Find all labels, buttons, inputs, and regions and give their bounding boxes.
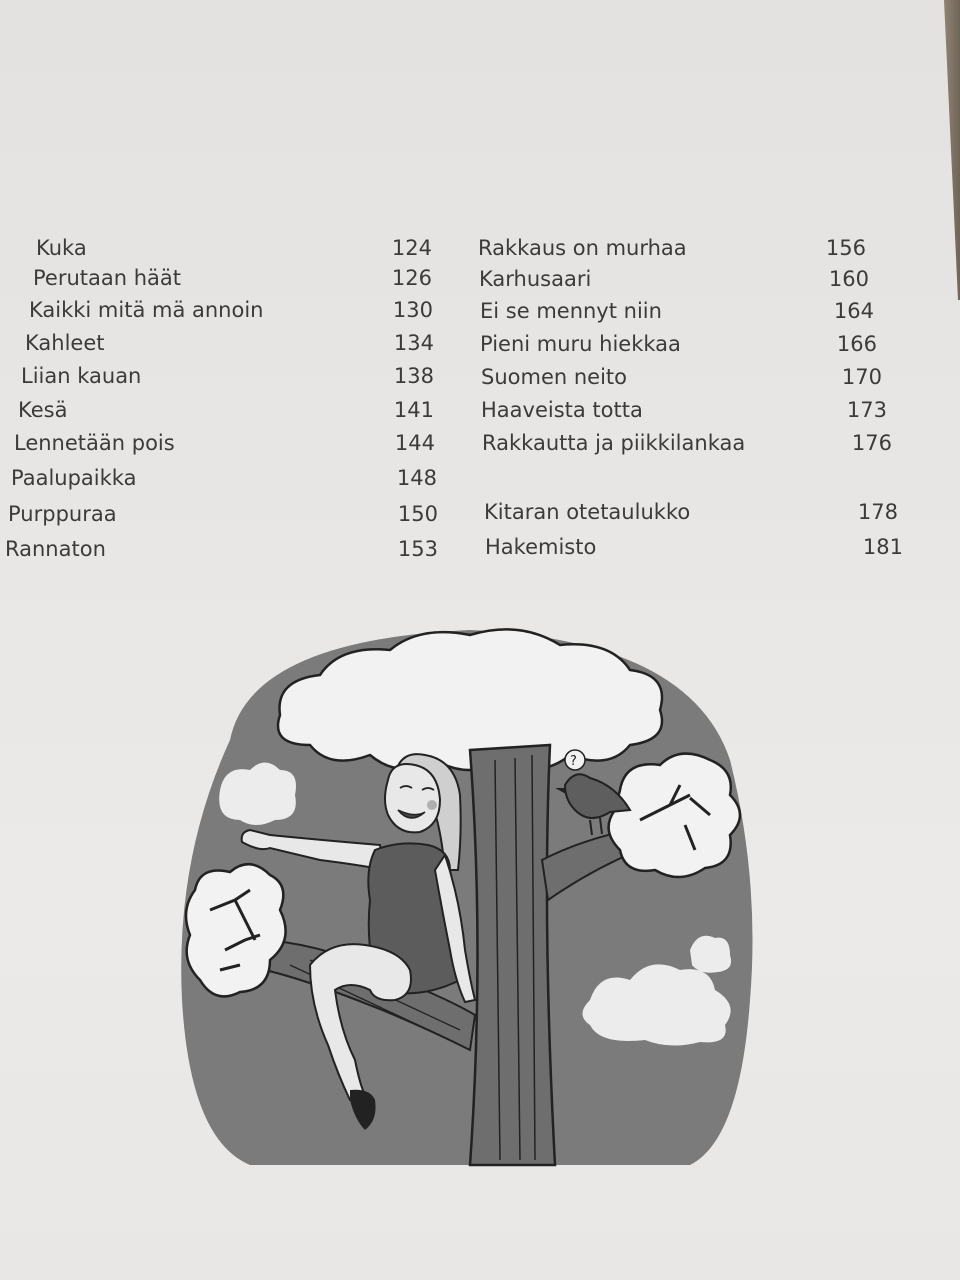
toc-entry-title: Kitaran otetaulukko xyxy=(484,500,691,524)
toc-entry xyxy=(480,332,890,364)
table-edge xyxy=(920,0,960,300)
toc-entry-title: Kesä xyxy=(18,398,68,422)
toc-entry-title: Liian kauan xyxy=(21,364,142,388)
toc-entry xyxy=(36,236,436,268)
toc-entry-page: 141 xyxy=(393,398,434,422)
toc-entry-title: Rakkaus on murhaa xyxy=(478,236,687,260)
toc-entry-page: 150 xyxy=(397,502,438,526)
toc-entry-title: Lennetään pois xyxy=(14,431,175,455)
toc-entry xyxy=(481,365,891,397)
toc-entry-page: 138 xyxy=(393,364,434,388)
toc-entry-title: Haaveista totta xyxy=(481,398,643,422)
toc-entry-title: Kahleet xyxy=(25,331,105,355)
toc-entry-page: 176 xyxy=(851,431,892,455)
toc-entry xyxy=(478,236,878,268)
cloud-right-bottom-small xyxy=(690,936,731,973)
tree-trunk xyxy=(470,745,555,1165)
toc-entry-title: Paalupaikka xyxy=(11,466,137,490)
toc-entry xyxy=(29,298,439,330)
toc-entry xyxy=(25,331,437,363)
toc-entry xyxy=(480,299,880,331)
toc-entry-title: Kaikki mitä mä annoin xyxy=(29,298,264,322)
toc-entry xyxy=(11,466,439,498)
toc-entry-page: 160 xyxy=(828,267,869,291)
toc-entry-title: Pieni muru hiekkaa xyxy=(480,332,681,356)
toc-entry-page: 164 xyxy=(833,299,874,323)
toc-entry xyxy=(484,500,914,532)
toc-entry xyxy=(21,364,441,396)
toc-entry-page: 153 xyxy=(397,537,438,561)
toc-entry xyxy=(479,267,879,299)
toc-entry-title: Karhusaari xyxy=(479,267,592,291)
toc-entry-title: Kuka xyxy=(36,236,87,260)
tree-illustration xyxy=(170,620,770,1180)
toc-entry-title: Purppuraa xyxy=(8,502,117,526)
toc-entry xyxy=(18,398,438,430)
bush-right xyxy=(609,754,740,877)
toc-entry-title: Perutaan häät xyxy=(33,266,182,290)
bird-speech-mark: ? xyxy=(570,754,577,769)
toc-entry-page: 130 xyxy=(392,298,433,322)
toc-entry-page: 181 xyxy=(862,535,903,559)
toc-entry xyxy=(481,398,891,430)
toc-entry xyxy=(482,431,902,463)
toc-entry-page: 148 xyxy=(396,466,437,490)
toc-entry-page: 170 xyxy=(841,365,882,389)
toc-entry-page: 124 xyxy=(391,236,432,260)
toc-entry-page: 166 xyxy=(836,332,877,356)
toc-entry-title: Suomen neito xyxy=(481,365,627,389)
toc-entry xyxy=(33,266,433,298)
toc-entry-title: Rakkautta ja piikkilankaa xyxy=(482,431,746,455)
toc-entry xyxy=(8,502,440,534)
toc-entry-page: 144 xyxy=(394,431,435,455)
toc-entry-page: 134 xyxy=(393,331,434,355)
toc-entry xyxy=(14,431,438,463)
toc-entry-title: Hakemisto xyxy=(485,535,597,559)
toc-entry-title: Rannaton xyxy=(5,537,106,561)
toc-entry-title: Ei se mennyt niin xyxy=(480,299,662,323)
toc-entry-page: 126 xyxy=(391,266,432,290)
toc-entry-page: 173 xyxy=(846,398,887,422)
toc-entry-page: 156 xyxy=(825,236,866,260)
toc-entry-page: 178 xyxy=(857,500,898,524)
toc-entry xyxy=(485,535,915,567)
toc-entry xyxy=(5,537,441,569)
